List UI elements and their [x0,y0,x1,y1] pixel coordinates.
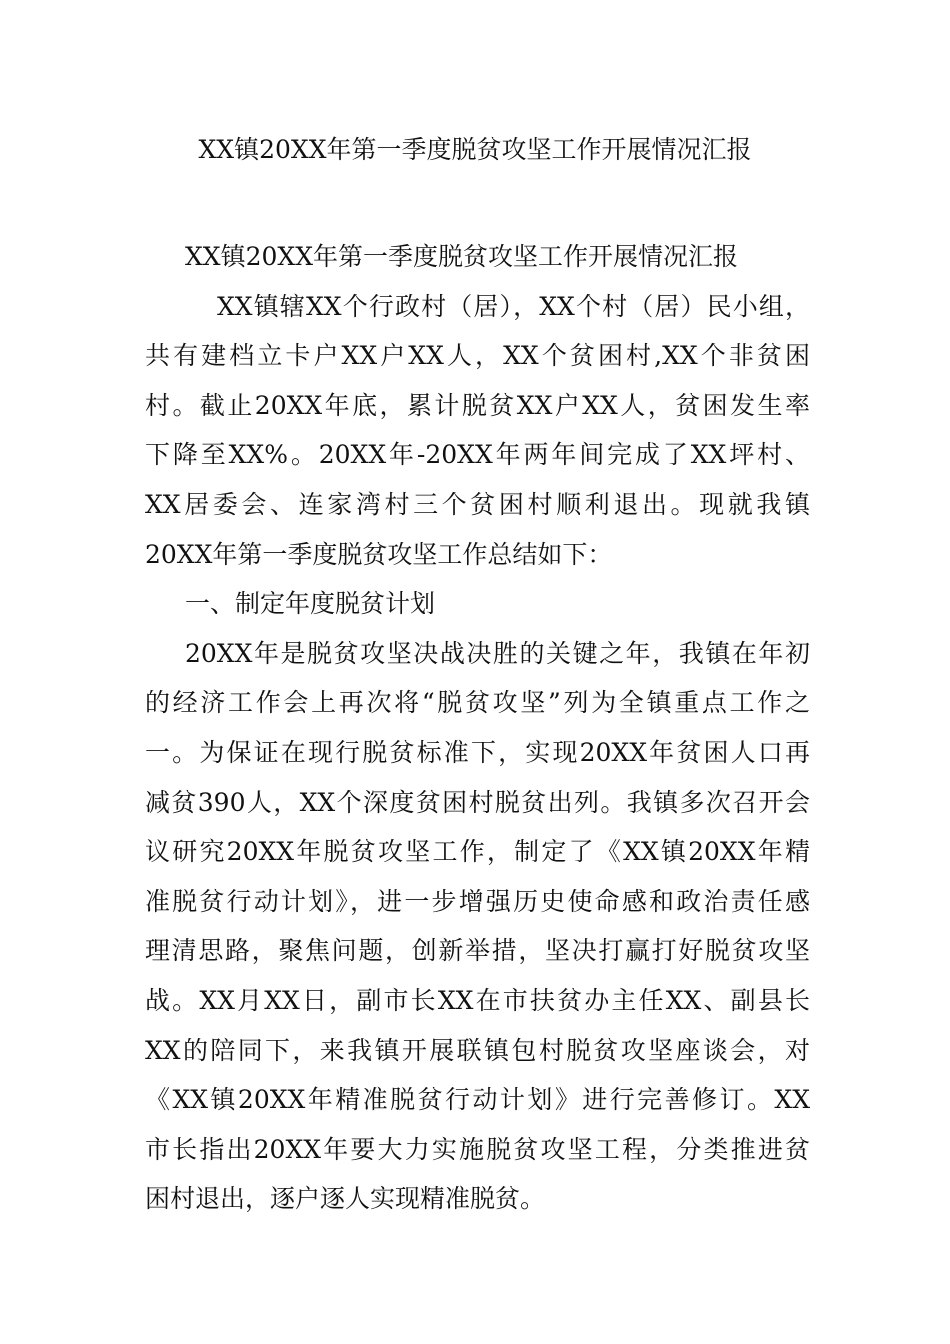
paragraph-line: XX镇辖XX个行政村（居），XX个村（居）民小组， [217,291,810,321]
paragraph-line: 《XX镇20XX年精准脱贫行动计划》进行完善修订。XX [145,1085,810,1115]
document-body [145,232,810,1224]
paragraph-line: 市长指出20XX年要大力实施脱贫攻坚工程，分类推进贫 [145,1134,810,1164]
document-title: XX镇20XX年第一季度脱贫攻坚工作开展情况汇报 [198,135,752,164]
paragraph-line: XX居委会、连家湾村三个贫困村顺利退出。现就我镇 [145,489,810,519]
paragraph-line: 下降至XX%。20XX年-20XX年两年间完成了XX坪村、 [145,440,810,470]
paragraph-line: XX的陪同下，来我镇开展联镇包村脱贫攻坚座谈会，对 [145,1035,810,1065]
paragraph-line: 准脱贫行动计划》，进一步增强历史使命感和政治责任感 [145,886,810,916]
paragraph-line: 战。XX月XX日，副市长XX在市扶贫办主任XX、副县长 [145,985,810,1015]
paragraph-line: 共有建档立卡户XX户XX人，XX个贫困村,XX个非贫困 [145,341,810,371]
section-heading: 一、制定年度脱贫计划 [185,589,436,619]
paragraph-line: 20XX年是脱贫攻坚决战决胜的关键之年，我镇在年初 [185,638,810,668]
paragraph-line: 议研究20XX年脱贫攻坚工作，制定了《XX镇20XX年精 [145,837,810,867]
body-heading-line: XX镇20XX年第一季度脱贫攻坚工作开展情况汇报 [185,242,739,271]
paragraph-line: 20XX年第一季度脱贫攻坚工作总结如下： [145,539,613,569]
paragraph-line: 理清思路，聚焦问题，创新举措，坚决打赢打好脱贫攻坚 [145,936,810,966]
paragraph-line: 一。为保证在现行脱贫标准下，实现20XX年贫困人口再 [145,737,810,767]
paragraph-line: 的经济工作会上再次将“脱贫攻坚”列为全镇重点工作之 [145,688,810,718]
paragraph-line: 困村退出，逐户逐人实现精准脱贫。 [145,1184,546,1214]
paragraph-line: 村。截止20XX年底，累计脱贫XX户XX人，贫困发生率 [145,390,810,420]
paragraph-line: 减贫390人，XX个深度贫困村脱贫出列。我镇多次召开会 [145,787,810,817]
